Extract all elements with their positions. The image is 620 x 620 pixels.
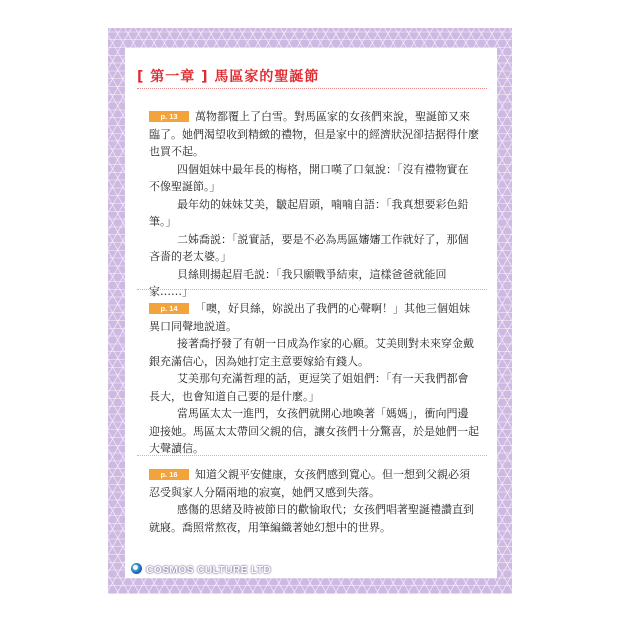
paragraph: 二姊喬説：「説實話，要是不必為馬區嬸嬸工作就好了，那個吝嗇的老太婆。」 bbox=[149, 232, 469, 263]
publisher-name: COSMOS CULTURE LTD bbox=[146, 564, 272, 576]
chapter-divider bbox=[137, 88, 487, 89]
paragraph: 四個姐妹中最年長的梅格，開口嘆了口氣說：「沒有禮物實在不像聖誕節。」 bbox=[149, 162, 469, 193]
story-section-2 bbox=[149, 300, 479, 458]
section-divider bbox=[137, 289, 487, 290]
publisher-logo bbox=[130, 562, 271, 576]
paragraph: 艾美那句充滿哲理的話，更逗笑了姐姐們：「有一天我們都會長大，也會知道自己要的是什麼。」 bbox=[149, 372, 469, 403]
paragraph: 接著喬抒發了有朝一日成為作家的心願。艾美則對未來穿金戴銀充滿信心，因為她打定主意要嫁給有錢人。 bbox=[149, 337, 474, 368]
story-section-1 bbox=[149, 108, 479, 301]
story-section-3 bbox=[149, 466, 479, 536]
paragraph: 最年幼的妹妹艾美，皺起眉頭，喃喃自語：「我真想要彩色鉛筆。」 bbox=[149, 197, 469, 228]
chapter-title: [ 第一章 ] 馬區家的聖誕節 bbox=[137, 69, 320, 85]
paragraph: 當馬區太太一進門，女孩們就開心地喚著「媽媽」，衝向門邊迎接她。馬區太太帶回父親的信，讓女孩們十分驚喜，於是她們一起大聲讀信。 bbox=[149, 407, 479, 455]
paragraph: 貝絲則揚起眉毛説：「我只願戰爭結束，這樣爸爸就能回家……」 bbox=[149, 267, 447, 298]
paragraph: p. 13 萬物都覆上了白雪。對馬區家的女孩們來說，聖誕節又來臨了。她們渴望收到精緻的禮物，但是家中的經濟狀況卻拮据得什麼也買不起。 bbox=[149, 110, 479, 158]
page-ref-badge: p. 13 bbox=[149, 111, 189, 122]
page-ref-badge: p. 14 bbox=[149, 303, 189, 314]
globe-icon bbox=[130, 562, 143, 575]
paragraph: p. 14 「噢，好貝絲，妳説出了我們的心聲啊！」其他三個姐妹異口同聲地説道。 bbox=[149, 302, 470, 333]
section-divider bbox=[137, 455, 487, 456]
page-ref-badge: p. 16 bbox=[149, 469, 189, 480]
paragraph: p. 16 知道父親平安健康，女孩們感到寬心。但一想到父親必須忍受與家人分隔兩地的寂寞，她們又感到失落。 bbox=[149, 468, 470, 499]
paragraph: 感傷的思緒及時被節日的歡愉取代；女孩們唱著聖誕禮讚直到就寢。喬照常熬夜，用筆編織著她幻想中的世界。 bbox=[149, 503, 474, 534]
